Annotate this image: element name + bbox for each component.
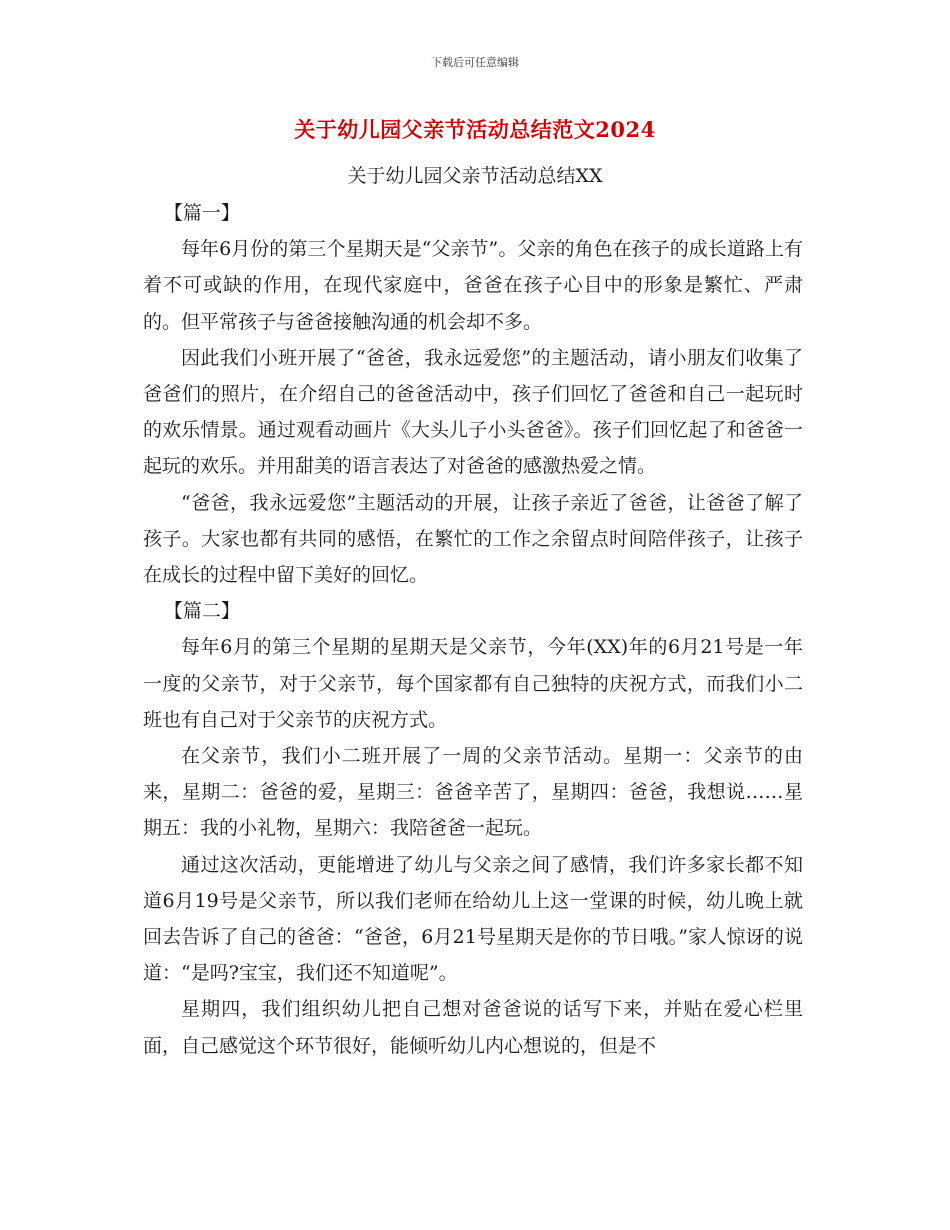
paragraph: 在父亲节，我们小二班开展了一周的父亲节活动。星期一：父亲节的由来，星期二：爸爸的爱，星期三：爸爸辛苦了，星期四：爸爸，我想说……星期五：我的小礼物，星期六：我陪爸爸一起玩。 [143, 745, 803, 840]
paragraph: 星期四，我们组织幼儿把自己想对爸爸说的话写下来，并贴在爱心栏里面，自己感觉这个环节很好，能倾听幼儿内心想说的，但是不 [143, 998, 803, 1057]
document-body [143, 195, 803, 1064]
paragraph: 通过这次活动，更能增进了幼儿与父亲之间了感情，我们许多家长都不知道6月19号是父亲节，所以我们老师在给幼儿上这一堂课的时候，幼儿晚上就回去告诉了自己的爸爸：“爸爸，6月21号星期天是你的节日哦。”家人惊讶的说道：“是吗?宝宝，我们还不知道呢”。 [143, 853, 803, 985]
document-subtitle: 关于幼儿园父亲节活动总结XX [347, 165, 603, 187]
section-heading: 【篇二】 [163, 600, 240, 623]
header-note: 下载后可任意编辑 [431, 56, 519, 69]
section-heading: 【篇一】 [163, 202, 240, 224]
paragraph: 每年6月份的第三个星期天是“父亲节”。父亲的角色在孩子的成长道路上有着不可或缺的作用，在现代家庭中，爸爸在孩子心目中的形象是繁忙、严肃的。但平常孩子与爸爸接触沟通的机会却不多。 [143, 238, 803, 333]
document-title: 关于幼儿园父亲节活动总结范文2024 [294, 117, 656, 142]
paragraph: “爸爸，我永远爱您”主题活动的开展，让孩子亲近了爸爸，让爸爸了解了孩子。大家也都有共同的感悟，在繁忙的工作之余留点时间陪伴孩子，让孩子在成长的过程中留下美好的回忆。 [143, 491, 803, 587]
paragraph: 因此我们小班开展了“爸爸，我永远爱您”的主题活动，请小朋友们收集了爸爸们的照片，在介绍自己的爸爸活动中，孩子们回忆了爸爸和自己一起玩时的欢乐情景。通过观看动画片《大头儿子小头爸爸》。孩子们回忆起了和爸爸一起玩的欢乐。并用甜美的语言表达了对爸爸的感激热爱之情。 [143, 346, 803, 478]
paragraph: 每年6月的第三个星期的星期天是父亲节，今年(XX)年的6月21号是一年一度的父亲节，对于父亲节，每个国家都有自己独特的庆祝方式，而我们小二班也有自己对于父亲节的庆祝方式。 [143, 636, 803, 731]
